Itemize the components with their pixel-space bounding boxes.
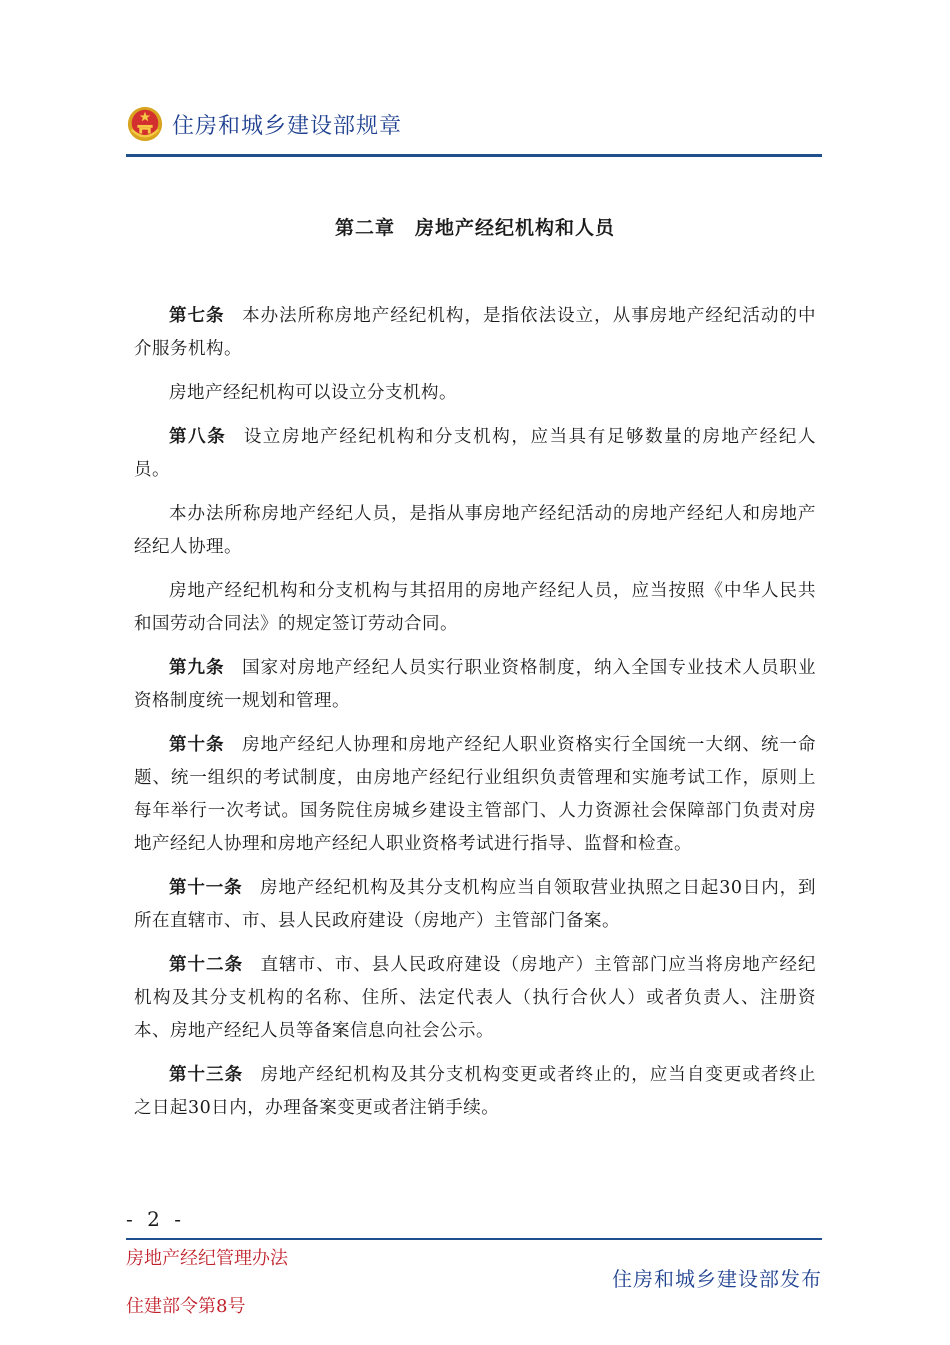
chapter-title: 第二章 房地产经纪机构和人员 bbox=[334, 217, 615, 239]
paragraph-text: 房地产经纪机构及其分支机构应当自领取营业执照之日起30日内，到所在直辖市、市、县人民政府建设（房地产）主管部门备案。 bbox=[134, 878, 816, 931]
header-title: 住房和城乡建设部规章 bbox=[172, 113, 403, 139]
footer-doc-name: 房地产经纪管理办法 bbox=[126, 1248, 288, 1269]
page-number: - 2 - bbox=[126, 1207, 185, 1231]
paragraph-text: 房地产经纪机构及其分支机构变更或者终止的，应当自变更或者终止之日起30日内，办理备案变更或者注销手续。 bbox=[134, 1065, 817, 1118]
footer-publisher: 住房和城乡建设部发布 bbox=[612, 1267, 822, 1291]
paragraph-text: 本办法所称房地产经纪人员，是指从事房地产经纪活动的房地产经纪人和房地产经纪人协理。 bbox=[134, 504, 816, 557]
paragraph-text: 本办法所称房地产经纪机构，是指依法设立，从事房地产经纪活动的中介服务机构。 bbox=[134, 306, 817, 359]
paragraph bbox=[134, 652, 816, 718]
paragraph bbox=[134, 729, 816, 861]
paragraph bbox=[134, 872, 816, 938]
paragraph-text: 直辖市、市、县人民政府建设（房地产）主管部门应当将房地产经纪机构及其分支机构的名称、住所、法定代表人（执行合伙人）或者负责人、注册资本、房地产经纪人员等备案信息向社会公示。 bbox=[134, 955, 817, 1041]
paragraph-text: 设立房地产经纪机构和分支机构，应当具有足够数量的房地产经纪人员。 bbox=[134, 427, 816, 480]
paragraph bbox=[134, 575, 816, 641]
paragraph bbox=[134, 949, 816, 1048]
national-emblem-icon bbox=[126, 105, 164, 143]
paragraph bbox=[134, 421, 816, 487]
article-label: 第十一条 bbox=[169, 878, 243, 898]
article-label: 第十二条 bbox=[169, 955, 244, 975]
paragraph bbox=[134, 1059, 816, 1125]
paragraph-text: 房地产经纪机构可以设立分支机构。 bbox=[169, 383, 457, 403]
article-label: 第九条 bbox=[169, 658, 225, 678]
article-label: 第十条 bbox=[169, 735, 225, 755]
paragraph-text: 房地产经纪机构和分支机构与其招用的房地产经纪人员，应当按照《中华人民共和国劳动合同法》的规定签订劳动合同。 bbox=[134, 581, 816, 634]
footer-order-number: 住建部令第8号 bbox=[126, 1296, 246, 1317]
paragraph bbox=[134, 300, 816, 366]
article-label: 第七条 bbox=[169, 306, 225, 326]
paragraph-text: 房地产经纪人协理和房地产经纪人职业资格实行全国统一大纲、统一命题、统一组织的考试制度，由房地产经纪行业组织负责管理和实施考试工作，原则上每年举行一次考试。国务院住房城乡建设主管部门、人力资源社会保障部门负责对房地产经纪人协理和房地产经纪人职业资格考试进行指导、监督和检查。 bbox=[134, 735, 817, 854]
paragraph bbox=[134, 498, 816, 564]
article-label: 第十三条 bbox=[169, 1065, 244, 1085]
page-header bbox=[126, 104, 402, 144]
article-label: 第八条 bbox=[169, 427, 227, 447]
paragraph bbox=[134, 377, 816, 410]
header-rule bbox=[126, 154, 822, 157]
footer-rule bbox=[126, 1238, 822, 1240]
paragraph-text: 国家对房地产经纪人员实行职业资格制度，纳入全国专业技术人员职业资格制度统一规划和管理。 bbox=[134, 658, 817, 711]
article-body bbox=[134, 300, 816, 1136]
